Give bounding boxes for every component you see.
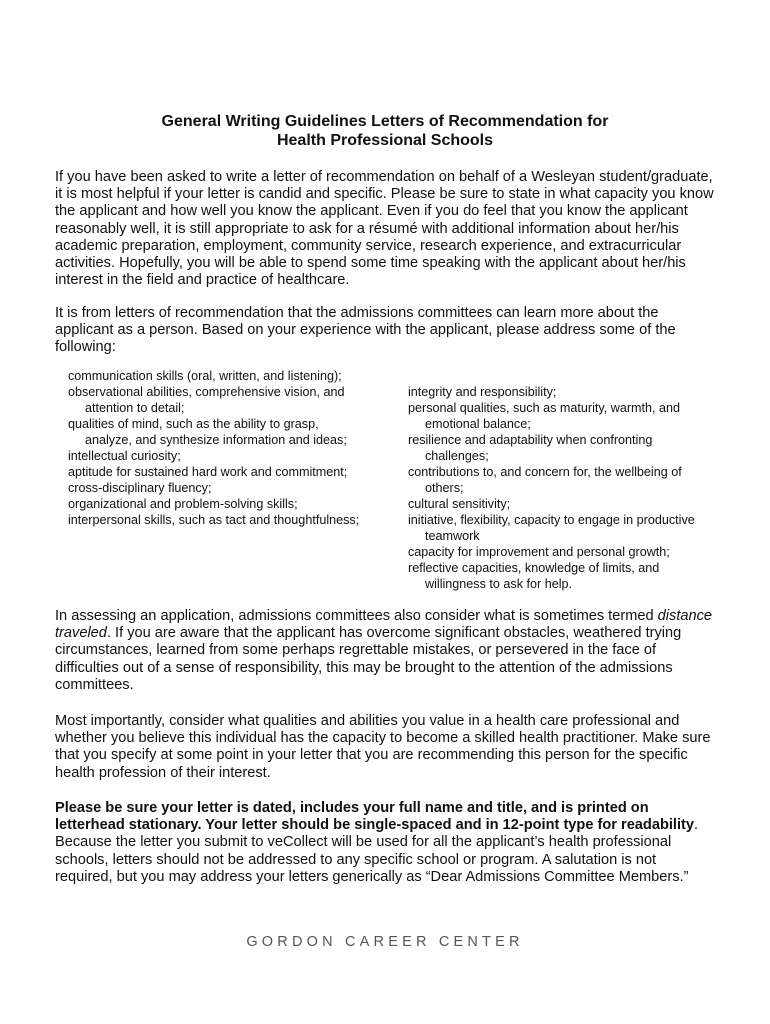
paragraph-text: . Because the letter you submit to veCollect will be used for all the applicant’s health professional schools, letters should not be addressed to any specific school or program. A salutation is not required, but you may address your letters generically as “Dear Admissions Committee Members.” <box>55 817 699 885</box>
paragraph-text: . If you are aware that the applicant has overcome significant obstacles, weathered trying circumstances, learned from some perhaps regrettable mistakes, or persevered in the face of difficulties out of a sense of responsibility, this may be brought to the attention of the admissions committees. <box>55 625 682 693</box>
bold-instructions: Please be sure your letter is dated, includes your full name and title, and is printed on letterhead stationary. Your letter should be single-spaced and in 12-point type for readability <box>55 800 695 834</box>
footer-organization-name: GORDON CAREER CENTER <box>246 934 524 950</box>
distance-traveled-paragraph <box>55 608 717 694</box>
list-item: interpersonal skills, such as tact and thoughtfulness; <box>68 513 360 527</box>
italic-term: distance traveled <box>55 608 713 642</box>
list-item: resilience and adaptability when confronting challenges; <box>408 433 653 463</box>
title-line-1: General Writing Guidelines Letters of Recommendation for <box>161 113 609 130</box>
page-title <box>55 112 715 150</box>
list-item: integrity and responsibility; <box>408 385 557 399</box>
list-item: contributions to, and concern for, the wellbeing of others; <box>408 465 682 495</box>
qualities-intro-paragraph: It is from letters of recommendation that the admissions committees can learn more about the applicant as a person. Based on your experience with the applicant, please address some of the following: <box>55 305 676 356</box>
list-item: organizational and problem-solving skills; <box>68 497 298 511</box>
list-item: cultural sensitivity; <box>408 497 511 511</box>
qualities-value-paragraph: Most importantly, consider what qualities and abilities you value in a health care professional and whether you believe this individual has the capacity to become a skilled health practitioner. Make sure that you specify at some point in your letter that you are recommending this person for the specific health profession of their interest. <box>55 713 711 781</box>
list-item: capacity for improvement and personal growth; <box>408 545 670 559</box>
list-item: reflective capacities, knowledge of limits, and willingness to ask for help. <box>408 561 660 591</box>
list-item: qualities of mind, such as the ability to grasp, analyze, and synthesize information and ideas; <box>68 417 347 447</box>
paragraph-text: In assessing an application, admissions committees also consider what is sometimes termed <box>55 608 658 624</box>
intro-paragraph: If you have been asked to write a letter of recommendation on behalf of a Wesleyan student/graduate, it is most helpful if your letter is candid and specific. Please be sure to state in what capacity you know the applicant and how well you know the applicant. Even if you do feel that you know the applicant reasonably well, it is still appropriate to ask for a résumé with additional information about her/his academic preparation, employment, community service, research experience, and extracurricular activities. Hopefully, you will be able to spend some time speaking with the applicant about her/his interest in the field and practice of healthcare. <box>55 169 714 289</box>
list-item: cross-disciplinary fluency; <box>68 481 212 495</box>
list-item: communication skills (oral, written, and listening); <box>68 369 342 383</box>
list-item: personal qualities, such as maturity, warmth, and emotional balance; <box>408 401 681 431</box>
list-item: initiative, flexibility, capacity to engage in productive teamwork <box>408 513 695 543</box>
qualities-list-left <box>68 368 368 528</box>
title-line-2: Health Professional Schools <box>276 132 494 149</box>
list-item: observational abilities, comprehensive vision, and attention to detail; <box>68 385 345 415</box>
list-item: intellectual curiosity; <box>68 449 181 463</box>
formatting-instructions-paragraph <box>55 800 717 886</box>
list-item: aptitude for sustained hard work and commitment; <box>68 465 348 479</box>
qualities-list-right <box>408 384 718 592</box>
